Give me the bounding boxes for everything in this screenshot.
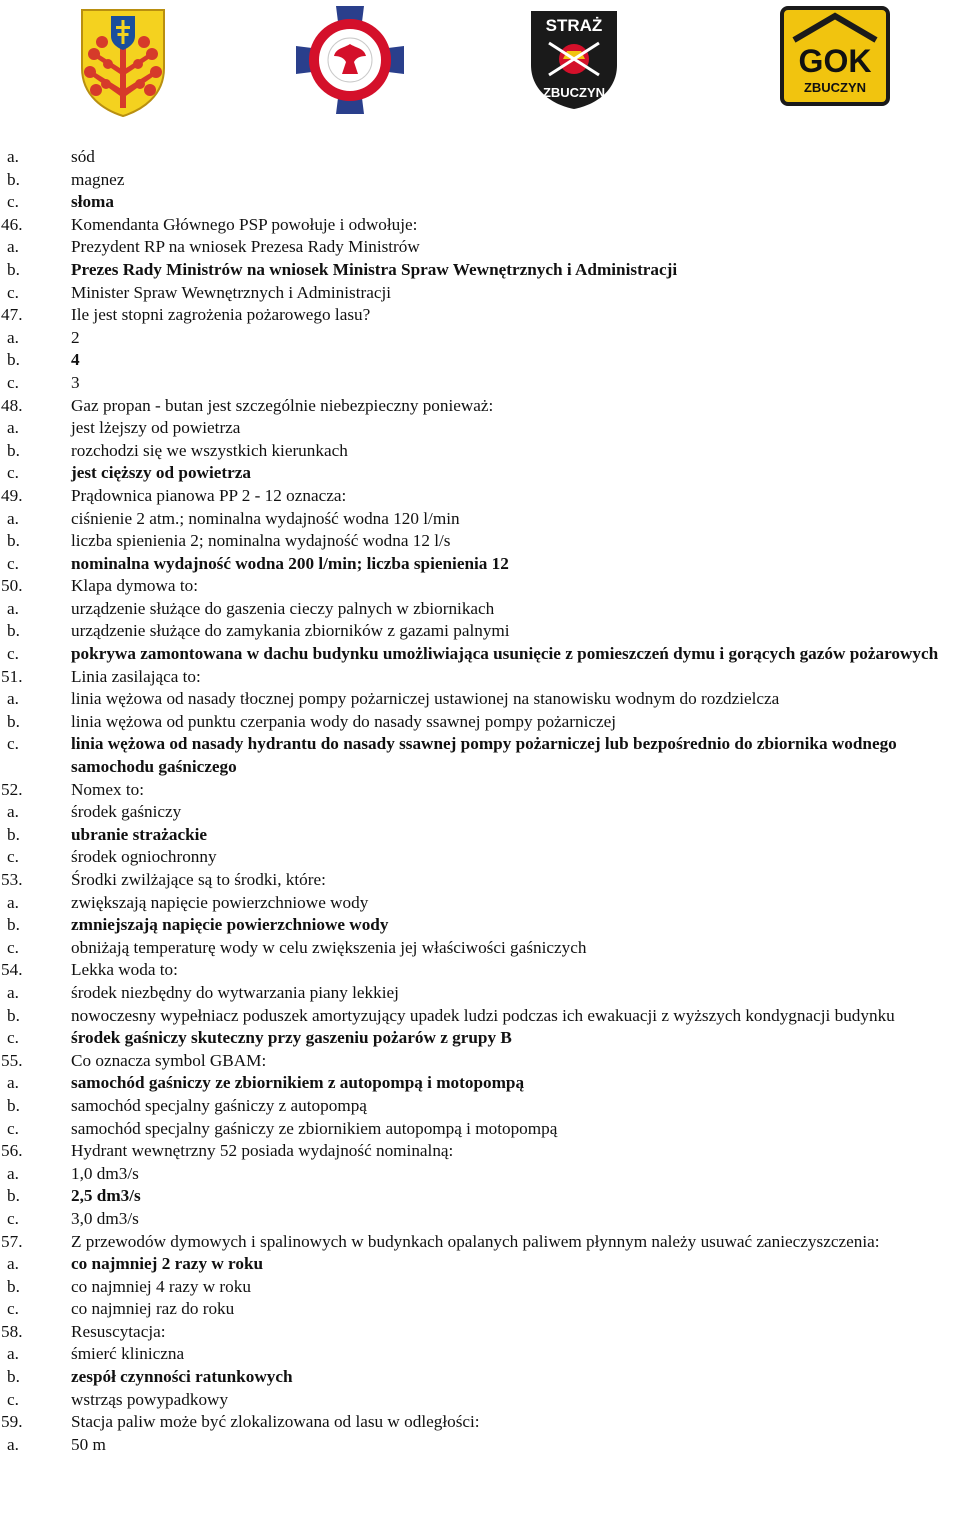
answer-line	[7, 1118, 959, 1141]
item-marker: 55.	[1, 1050, 23, 1070]
question-text: Środki zwilżające są to środki, które:	[71, 870, 326, 889]
answer-line	[7, 349, 959, 372]
item-marker: 47.	[1, 305, 23, 325]
item-marker: c.	[7, 847, 19, 867]
item-marker: 54.	[1, 960, 23, 980]
item-marker: a.	[7, 1344, 19, 1364]
item-marker: c.	[7, 1389, 19, 1409]
answer-line	[7, 892, 959, 915]
item-marker: b.	[7, 824, 20, 844]
answer-text: nowoczesny wypełniacz poduszek amortyzujący upadek ludzi podczas ich ewakuacji z wyższych kondygnacji budynku	[71, 1005, 895, 1025]
answer-text: liczba spienienia 2; nominalna wydajność wodna 12 l/s	[71, 531, 451, 551]
item-marker: c.	[7, 937, 19, 957]
item-marker: a.	[7, 147, 19, 166]
answer-line	[7, 824, 959, 847]
item-marker: a.	[7, 1073, 19, 1093]
answer-text: rozchodzi się we wszystkich kierunkach	[71, 440, 348, 460]
answer-text: urządzenie służące do gaszenia cieczy palnych w zbiornikach	[71, 598, 495, 618]
item-marker: b.	[7, 440, 20, 460]
item-marker: a.	[7, 327, 19, 347]
answer-text: wstrząs powypadkowy	[71, 1389, 229, 1409]
item-marker: b.	[7, 259, 20, 279]
answer-line	[7, 191, 959, 214]
answer-text: zespół czynności ratunkowych	[71, 1367, 293, 1387]
item-marker: a.	[7, 237, 19, 257]
question-line	[1, 1231, 959, 1254]
question-text: Z przewodów dymowych i spalinowych w budynkach opalanych paliwem płynnym należy usuwać zanieczyszczenia:	[71, 1231, 880, 1251]
logo-header	[0, 0, 960, 120]
answer-line	[7, 417, 959, 440]
item-marker: b.	[7, 1186, 20, 1206]
answer-text: 1,0 dm3/s	[71, 1163, 139, 1183]
answer-text: 50 m	[71, 1434, 106, 1454]
question-line	[1, 779, 959, 802]
item-marker: 48.	[1, 395, 23, 415]
item-marker: a.	[7, 1163, 19, 1183]
answer-text: linia wężowa od nasady tłocznej pompy pożarniczej ustawionej na stanowisku wodnym do rozdzielcza	[71, 689, 780, 709]
item-marker: 58.	[1, 1321, 23, 1341]
answer-text: Prezydent RP na wniosek Prezesa Rady Ministrów	[71, 237, 420, 257]
answer-line	[7, 1072, 959, 1095]
question-text: Hydrant wewnętrzny 52 posiada wydajność nominalną:	[71, 1141, 454, 1161]
question-line	[1, 959, 959, 982]
answer-text: urządzenie służące do zamykania zbiorników z gazami palnymi	[71, 621, 510, 641]
answer-line	[7, 733, 959, 778]
coat-of-arms-logo	[78, 6, 168, 118]
answer-text: co najmniej 2 razy w roku	[71, 1254, 264, 1274]
answer-line	[7, 688, 959, 711]
answer-text: środek gaśniczy	[71, 802, 182, 822]
answer-text: co najmniej raz do roku	[71, 1299, 235, 1319]
answer-text: ubranie strażackie	[71, 824, 208, 844]
item-marker: b.	[7, 1276, 20, 1296]
answer-line	[7, 553, 959, 576]
item-marker: b.	[7, 621, 20, 641]
answer-line	[7, 1163, 959, 1186]
item-marker: b.	[7, 915, 20, 935]
osp-badge-logo	[292, 2, 408, 118]
question-line	[1, 1140, 959, 1163]
gok-zbuczyn-logo	[780, 6, 890, 106]
answer-text: samochód specjalny gaśniczy z autopompą	[71, 1095, 367, 1115]
item-marker: c.	[7, 553, 19, 573]
item-marker: a.	[7, 418, 19, 438]
zbuczyn-badge-text: ZBUCZYN	[542, 85, 606, 100]
answer-text: 3,0 dm3/s	[71, 1208, 139, 1228]
answer-text: środek niezbędny do wytwarzania piany lekkiej	[71, 982, 399, 1002]
item-marker: c.	[7, 192, 19, 212]
answer-line	[7, 914, 959, 937]
straz-zbuczyn-logo	[527, 7, 621, 111]
item-marker: b.	[7, 350, 20, 370]
item-marker: b.	[7, 1005, 20, 1025]
item-marker: 50.	[1, 576, 23, 596]
quiz-content	[1, 146, 959, 1456]
answer-line	[7, 1185, 959, 1208]
gok-zbuczyn-text: ZBUCZYN	[803, 80, 867, 95]
question-text: Linia zasilająca to:	[71, 666, 201, 686]
question-line	[1, 304, 959, 327]
item-marker: c.	[7, 463, 19, 483]
answer-line	[7, 462, 959, 485]
answer-text: 2,5 dm3/s	[71, 1186, 141, 1206]
answer-text: jest lżejszy od powietrza	[71, 418, 241, 438]
straz-text: STRAŻ	[545, 16, 603, 35]
question-line	[1, 869, 959, 892]
item-marker: b.	[7, 1095, 20, 1115]
item-marker: 57.	[1, 1231, 23, 1251]
answer-line	[7, 1389, 959, 1412]
answer-text: ciśnienie 2 atm.; nominalna wydajność wodna 120 l/min	[71, 508, 460, 528]
item-marker: 49.	[1, 485, 23, 505]
question-text: Resuscytacja:	[71, 1321, 166, 1341]
item-marker: b.	[7, 169, 20, 189]
answer-line	[7, 643, 959, 666]
item-marker: c.	[7, 372, 19, 392]
question-line	[1, 395, 959, 418]
item-marker: b.	[7, 711, 20, 731]
answer-line	[7, 982, 959, 1005]
answer-line	[7, 1434, 959, 1457]
question-text: Nomex to:	[71, 779, 145, 799]
answer-text: 4	[71, 350, 80, 370]
answer-text: zwiększają napięcie powierzchniowe wody	[71, 892, 369, 912]
answer-line	[7, 1027, 959, 1050]
answer-line	[7, 620, 959, 643]
answer-line	[7, 282, 959, 305]
item-marker: 46.	[1, 214, 23, 234]
question-text: Komendanta Głównego PSP powołuje i odwołuje:	[71, 214, 418, 234]
answer-line	[7, 1298, 959, 1321]
answer-text: śmierć kliniczna	[71, 1344, 185, 1364]
item-marker: a.	[7, 982, 19, 1002]
gok-text: GOK	[798, 43, 872, 79]
answer-text: obniżają temperaturę wody w celu zwiększenia jej właściwości gaśniczych	[71, 937, 587, 957]
answer-line	[7, 1343, 959, 1366]
answer-line	[7, 846, 959, 869]
question-line	[1, 575, 959, 598]
answer-line	[7, 1005, 959, 1028]
answer-text: słoma	[71, 192, 114, 212]
answer-text: linia wężowa od nasady hydrantu do nasady ssawnej pompy pożarniczej lub bezpośrednio do zbiornika wodnego samochodu gaśniczego	[71, 734, 897, 777]
question-text: Ile jest stopni zagrożenia pożarowego lasu?	[71, 305, 371, 325]
answer-text: Minister Spraw Wewnętrznych i Administracji	[71, 282, 392, 302]
item-marker: a.	[7, 1434, 19, 1454]
answer-text: nominalna wydajność wodna 200 l/min; liczba spienienia 12	[71, 553, 509, 573]
item-marker: c.	[7, 1208, 19, 1228]
answer-line	[7, 530, 959, 553]
answer-text: sód	[71, 147, 95, 166]
item-marker: a.	[7, 802, 19, 822]
question-line	[1, 1050, 959, 1073]
question-text: Co oznacza symbol GBAM:	[71, 1050, 267, 1070]
answer-line	[7, 1253, 959, 1276]
item-marker: c.	[7, 1118, 19, 1138]
item-marker: c.	[7, 734, 19, 754]
question-text: Prądownica pianowa PP 2 - 12 oznacza:	[71, 485, 347, 505]
answer-text: środek gaśniczy skuteczny przy gaszeniu pożarów z grupy B	[71, 1028, 512, 1048]
question-line	[1, 1411, 959, 1434]
answer-text: środek ogniochronny	[71, 847, 217, 867]
item-marker: 51.	[1, 666, 23, 686]
item-marker: 53.	[1, 870, 23, 889]
answer-line	[7, 440, 959, 463]
answer-text: samochód gaśniczy ze zbiornikiem z autopompą i motopompą	[71, 1073, 525, 1093]
question-line	[1, 666, 959, 689]
answer-text: samochód specjalny gaśniczy ze zbiornikiem autopompą i motopompą	[71, 1118, 558, 1138]
item-marker: c.	[7, 644, 19, 664]
question-text: Klapa dymowa to:	[71, 576, 198, 596]
answer-text: pokrywa zamontowana w dachu budynku umożliwiająca usunięcie z pomieszczeń dymu i gorących gazów pożarowych	[71, 644, 939, 664]
question-line	[1, 485, 959, 508]
item-marker: 52.	[1, 779, 23, 799]
answer-line	[7, 598, 959, 621]
item-marker: a.	[7, 892, 19, 912]
item-marker: 56.	[1, 1141, 23, 1161]
item-marker: c.	[7, 1299, 19, 1319]
answer-line	[7, 372, 959, 395]
item-marker: b.	[7, 1367, 20, 1387]
answer-text: linia wężowa od punktu czerpania wody do nasady ssawnej pompy pożarniczej	[71, 711, 617, 731]
answer-line	[7, 1095, 959, 1118]
answer-text: Prezes Rady Ministrów na wniosek Ministra Spraw Wewnętrznych i Administracji	[71, 259, 678, 279]
question-text: Gaz propan - butan jest szczególnie niebezpieczny ponieważ:	[71, 395, 494, 415]
answer-line	[7, 1208, 959, 1231]
answer-line	[7, 259, 959, 282]
item-marker: c.	[7, 282, 19, 302]
item-marker: a.	[7, 1254, 19, 1274]
answer-text: 3	[71, 372, 80, 392]
answer-line	[7, 1276, 959, 1299]
item-marker: a.	[7, 689, 19, 709]
item-marker: c.	[7, 1028, 19, 1048]
item-marker: 59.	[1, 1412, 23, 1432]
answer-line	[7, 1366, 959, 1389]
question-line	[1, 1321, 959, 1344]
item-marker: a.	[7, 508, 19, 528]
answer-line	[7, 508, 959, 531]
answer-text: jest cięższy od powietrza	[71, 463, 251, 483]
answer-text: zmniejszają napięcie powierzchniowe wody	[71, 915, 389, 935]
answer-text: magnez	[71, 169, 125, 189]
question-line	[1, 214, 959, 237]
item-marker: a.	[7, 598, 19, 618]
answer-line	[7, 801, 959, 824]
answer-line	[7, 711, 959, 734]
answer-line	[7, 169, 959, 192]
answer-text: co najmniej 4 razy w roku	[71, 1276, 251, 1296]
answer-line	[7, 327, 959, 350]
answer-line	[7, 236, 959, 259]
answer-text: 2	[71, 327, 80, 347]
item-marker: b.	[7, 531, 20, 551]
question-text: Stacja paliw może być zlokalizowana od lasu w odległości:	[71, 1412, 480, 1432]
answer-line	[7, 146, 959, 169]
answer-line	[7, 937, 959, 960]
question-text: Lekka woda to:	[71, 960, 178, 980]
